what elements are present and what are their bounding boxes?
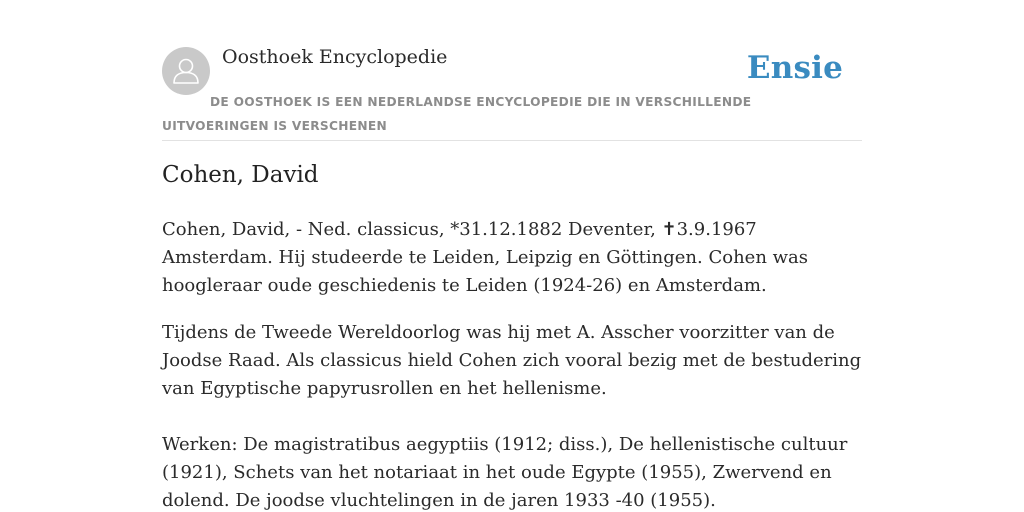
user-silhouette-icon	[162, 47, 210, 95]
article-title: Cohen, David	[162, 162, 319, 188]
article-paragraph-3: Werken: De magistratibus aegyptiis (1912; diss.), De hellenistische cultuur (1921), Schets van het notariaat in het oude Egypte (1955), Zwervend en dolend. De joodse vluchtelingen in de jaren 1933 -40 (1955).	[162, 434, 848, 511]
article-paragraph-1: Cohen, David, - Ned. classicus, *31.12.1882 Deventer, ✝3.9.1967 Amsterdam. Hij studeerde te Leiden, Leipzig en Göttingen. Cohen was hoogleraar oude geschiedenis te Leiden (1924-26) en Amsterdam.	[162, 219, 809, 296]
brand-logo[interactable]: Ensie	[746, 50, 843, 86]
source-header	[162, 0, 862, 141]
article-paragraph-2: Tijdens de Tweede Wereldoorlog was hij met A. Asscher voorzitter van de Joodse Raad. Als classicus hield Cohen zich vooral bezig met de bestudering van Egyptische papyrusrollen en het hellenisme.	[162, 322, 862, 399]
source-name[interactable]: Oosthoek Encyclopedie	[222, 46, 448, 68]
source-tagline: DE OOSTHOEK IS EEN NEDERLANDSE ENCYCLOPEDIE DIE IN VERSCHILLENDE UITVOERINGEN IS VERSCHENEN	[162, 95, 752, 133]
source-avatar[interactable]	[162, 47, 210, 95]
